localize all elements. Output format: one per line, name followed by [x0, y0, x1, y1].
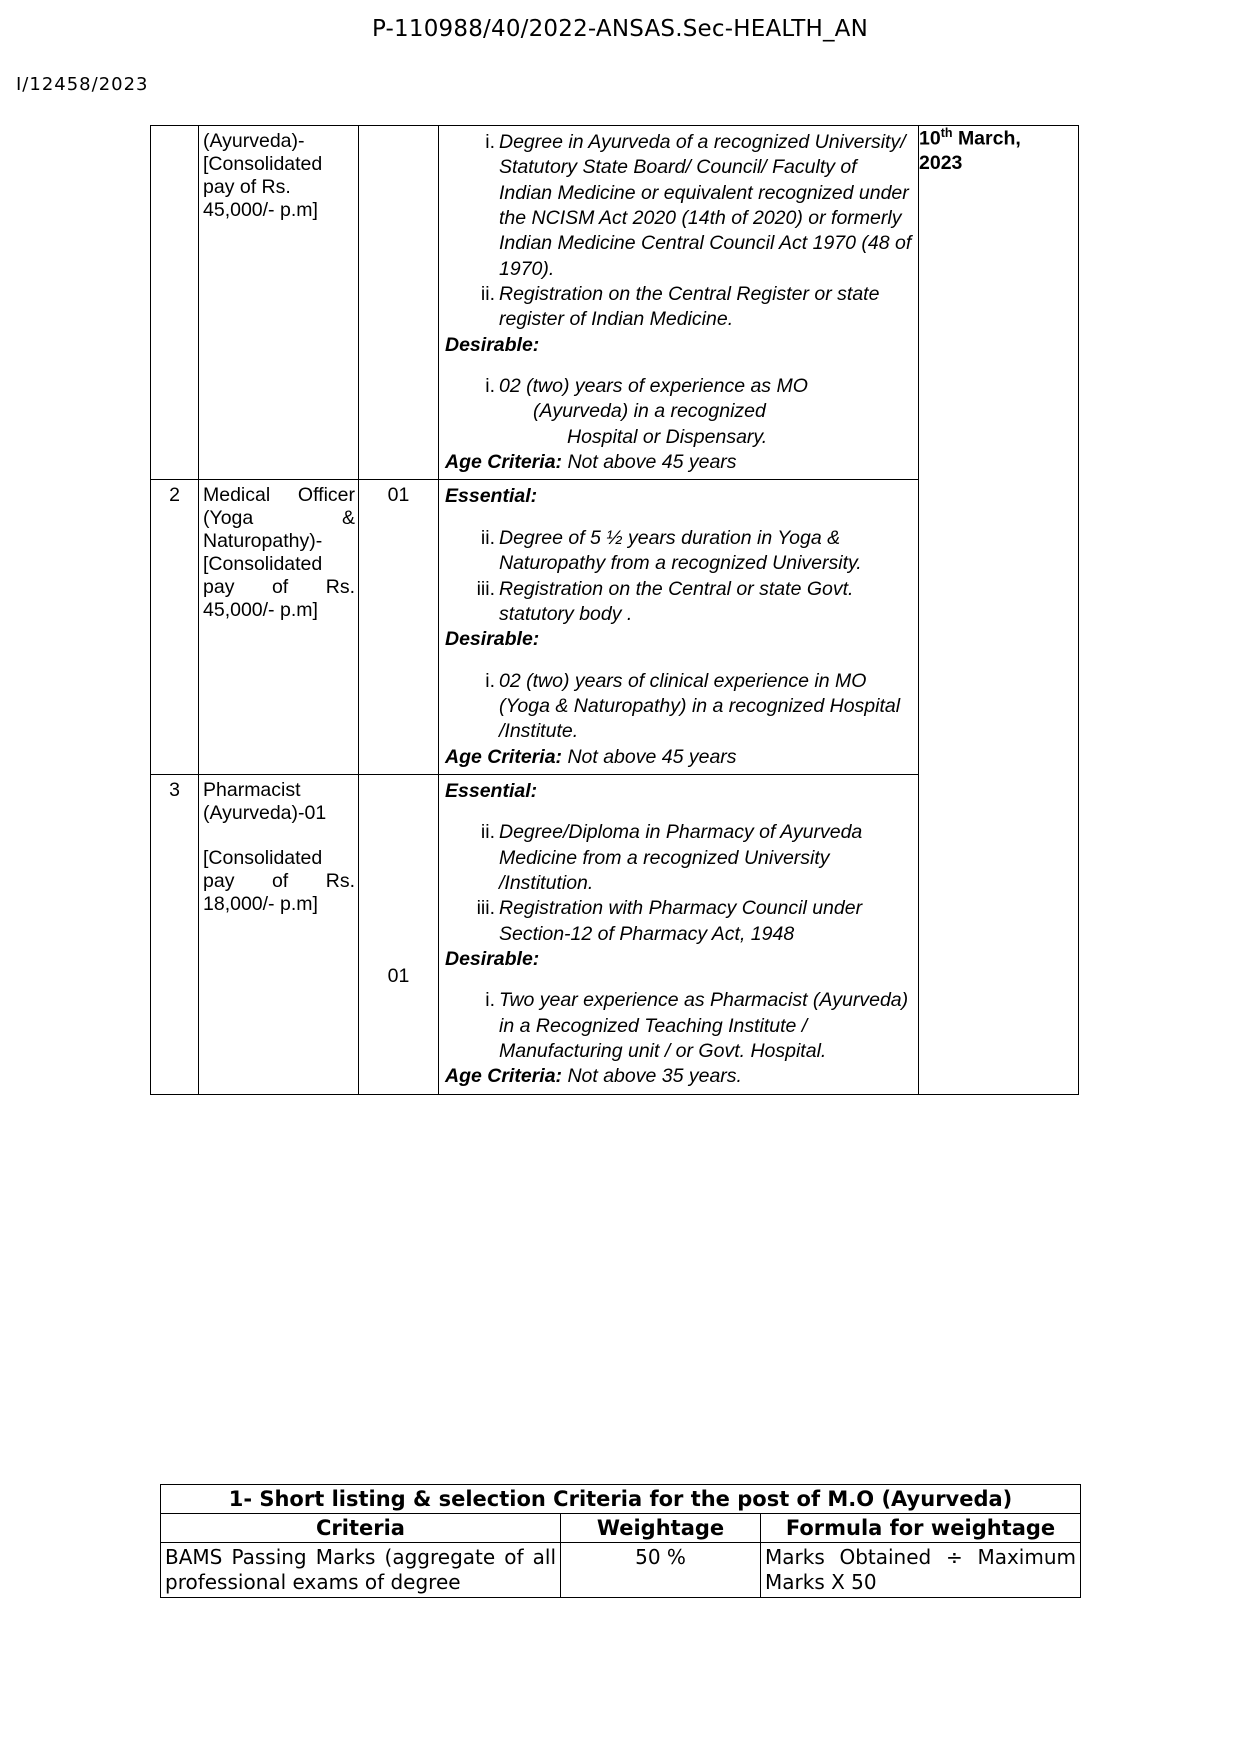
row-serial-number: 3	[169, 778, 180, 801]
criteria-table-title: 1- Short listing & selection Criteria for the post of M.O (Ayurveda)	[161, 1485, 1081, 1514]
qualification-block	[439, 775, 918, 1094]
list-text-line-3: Hospital or Dispensary.	[567, 425, 768, 448]
post-line-3: Naturopathy)-	[203, 530, 323, 553]
age-criteria	[443, 450, 915, 475]
qualification-block	[439, 126, 918, 479]
post-line-3: pay of Rs.	[203, 176, 291, 198]
age-criteria-label: Age Criteria:	[445, 451, 563, 474]
table-row	[151, 126, 1079, 480]
post-line-6: 45,000/- p.m]	[203, 599, 318, 622]
essential-label: Essential:	[445, 485, 538, 508]
last-date-ordinal-suffix: th	[940, 126, 953, 140]
list-text-line-2: (Ayurveda) in a recognized	[533, 400, 766, 423]
row-serial-number-cell	[151, 126, 199, 480]
post-line-5: 18,000/- p.m]	[203, 892, 318, 915]
post-line-4: [Consolidated	[203, 553, 323, 576]
spacer	[203, 825, 355, 847]
row-post-count-cell	[359, 480, 439, 774]
list-marker: ii.	[480, 821, 495, 844]
list-marker: iii.	[476, 577, 495, 600]
spacer	[443, 972, 915, 988]
criteria-cell: BAMS Passing Marks (aggregate of all professional exams of degree	[161, 1543, 561, 1598]
desirable-label: Desirable:	[445, 333, 540, 356]
post-line-3: [Consolidated	[203, 846, 323, 869]
document-diary-number: I/12458/2023	[16, 74, 149, 95]
spacer	[443, 358, 915, 374]
list-marker: ii.	[480, 526, 495, 549]
desirable-label: Desirable:	[445, 628, 540, 651]
list-text: Degree of 5 ½ years duration in Yoga & Naturopathy from a recognized University.	[499, 526, 862, 575]
list-item	[485, 130, 915, 282]
list-text: Registration on the Central Register or state register of Indian Medicine.	[499, 283, 880, 331]
desirable-list	[443, 988, 915, 1064]
post-line-5: pay of Rs.	[203, 576, 355, 599]
criteria-title-row	[161, 1485, 1081, 1514]
qualification-block	[439, 480, 918, 773]
last-date-month: March,	[957, 127, 1021, 150]
age-criteria-value: Not above 35 years.	[567, 1065, 742, 1088]
list-text: Degree in Ayurveda of a recognized University/ Statutory State Board/ Council/ Faculty of Indian Medicine or equivalent recognized under the NCISM Act 2020 (14th of 2020) or formerly Indian Medicine Central Council Act 1970 (48 of 1970).	[499, 131, 912, 280]
row-qualification-cell	[439, 126, 919, 480]
spacer	[443, 510, 915, 526]
post-line-2: (Yoga &	[203, 507, 355, 530]
desirable-list	[443, 669, 915, 745]
age-criteria-label: Age Criteria:	[445, 1065, 563, 1088]
post-line-1: (Ayurveda)-	[203, 130, 305, 152]
row-post-cell	[199, 480, 359, 774]
age-criteria-value: Not above 45 years	[567, 745, 737, 768]
row-last-date-cell	[919, 126, 1079, 1095]
list-item	[480, 820, 915, 896]
list-item	[485, 669, 915, 745]
row-post-count-cell	[359, 774, 439, 1094]
list-item	[485, 374, 915, 450]
row-serial-number-cell	[151, 774, 199, 1094]
row-serial-number: 2	[169, 484, 180, 507]
list-marker: iii.	[476, 897, 495, 920]
essential-list	[443, 130, 915, 333]
list-text: Registration on the Central or state Govt. statutory body .	[499, 577, 854, 625]
essential-list	[443, 526, 915, 627]
essential-label: Essential:	[445, 779, 538, 802]
row-post-count: 01	[387, 484, 410, 507]
list-text: Two year experience as Pharmacist (Ayurveda) in a Recognized Teaching Institute / Manufacturing unit / or Govt. Hospital.	[499, 989, 909, 1062]
row-qualification-cell	[439, 774, 919, 1094]
post-line-1: Pharmacist	[203, 778, 301, 801]
list-item	[480, 282, 915, 333]
age-criteria	[443, 745, 915, 770]
spacer	[443, 804, 915, 820]
row-post-count: 01	[387, 964, 410, 987]
column-header-criteria: Criteria	[161, 1514, 561, 1543]
list-text-line-1: 02 (two) years of experience as MO	[499, 375, 808, 398]
criteria-header-row	[161, 1514, 1081, 1543]
weightage-cell: 50 %	[561, 1543, 761, 1598]
formula-cell: Marks Obtained ÷ Maximum Marks X 50	[761, 1543, 1081, 1598]
row-serial-number-cell	[151, 480, 199, 774]
list-item	[485, 988, 915, 1064]
row-post-count-cell	[359, 126, 439, 480]
list-marker: i.	[485, 131, 495, 153]
essential-list	[443, 820, 915, 947]
row-post-count	[359, 126, 438, 130]
recruitment-table	[150, 125, 1079, 1095]
list-marker: i.	[485, 669, 495, 692]
row-post-cell	[199, 774, 359, 1094]
post-description	[199, 775, 358, 920]
row-serial-number	[151, 126, 198, 130]
post-line-2: (Ayurveda)-01	[203, 801, 327, 824]
shortlisting-criteria-table	[160, 1484, 1081, 1598]
post-description	[199, 480, 358, 626]
row-post-cell	[199, 126, 359, 480]
post-description	[199, 126, 358, 226]
list-item	[476, 896, 915, 947]
column-header-weightage: Weightage	[561, 1514, 761, 1543]
post-line-4: 45,000/- p.m]	[203, 199, 318, 221]
list-text: Degree/Diploma in Pharmacy of Ayurveda Medicine from a recognized University /Institution.	[499, 821, 863, 894]
post-line-4: pay of Rs.	[203, 869, 355, 892]
last-date-year: 2023	[919, 151, 963, 174]
document-file-number: P-110988/40/2022-ANSAS.Sec-HEALTH_AN	[371, 16, 869, 42]
list-marker: i.	[485, 989, 495, 1012]
last-date-day: 10	[919, 127, 941, 150]
list-marker: i.	[485, 375, 495, 398]
list-item	[476, 577, 915, 628]
desirable-label: Desirable:	[445, 947, 540, 970]
row-qualification-cell	[439, 480, 919, 774]
spacer	[443, 653, 915, 669]
post-line-1: Medical Officer	[203, 484, 355, 507]
age-criteria-label: Age Criteria:	[445, 745, 563, 768]
table-row	[161, 1543, 1081, 1598]
list-marker: ii.	[480, 283, 495, 306]
list-item	[480, 526, 915, 577]
list-text: 02 (two) years of clinical experience in MO (Yoga & Naturopathy) in a recognized Hospital /Institute.	[499, 669, 901, 743]
age-criteria-value: Not above 45 years	[567, 451, 737, 474]
age-criteria	[443, 1064, 915, 1089]
post-line-2: [Consolidated	[203, 153, 323, 175]
column-header-formula: Formula for weightage	[761, 1514, 1081, 1543]
desirable-list	[443, 374, 915, 450]
list-text: Registration with Pharmacy Council under Section-12 of Pharmacy Act, 1948	[499, 897, 863, 945]
